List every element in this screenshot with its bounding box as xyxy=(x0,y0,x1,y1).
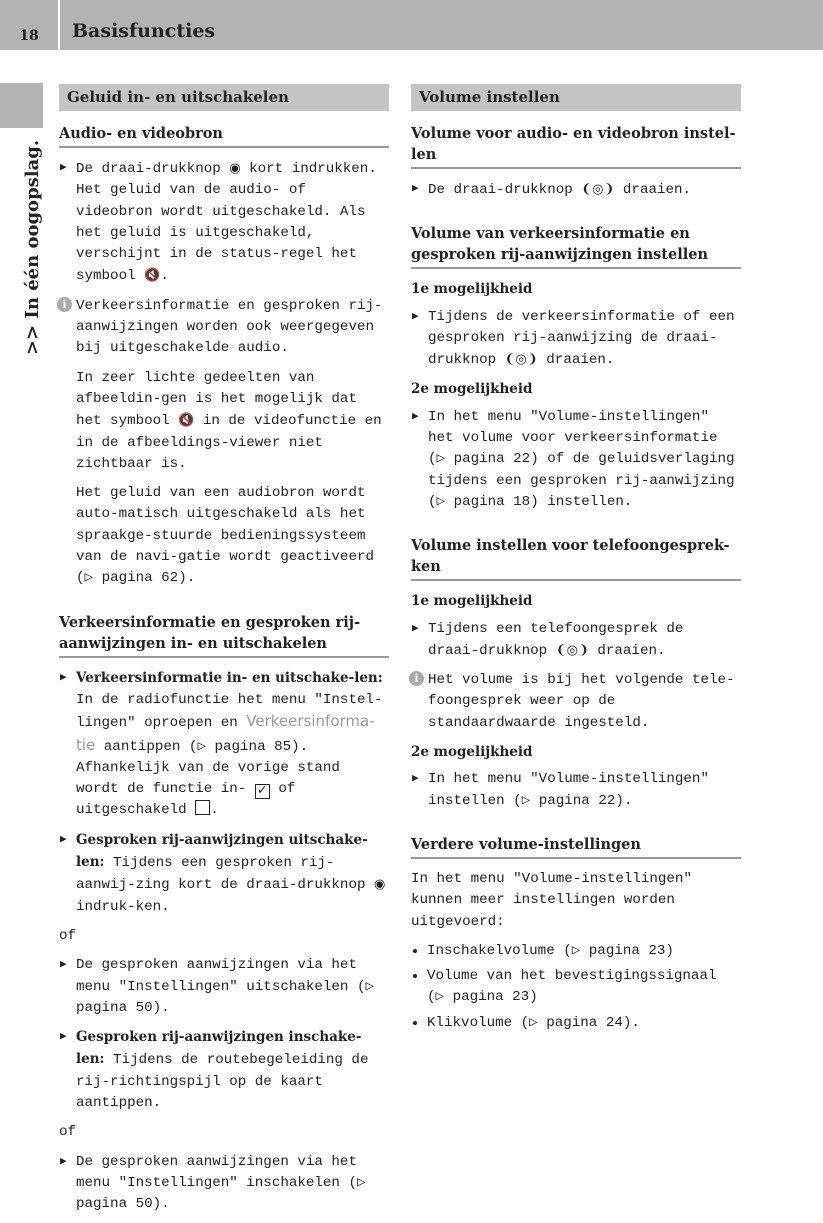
paragraph: In het menu "Volume-instellingen" kunnen meer instellingen worden uitgevoerd: xyxy=(411,870,692,930)
list-item: • Klikvolume (▷ pagina 24). xyxy=(427,1013,741,1034)
instruction: ▶ Verkeersinformatie in- en uitschake-len: In de radiofunctie het menu "Instel-lingen" oproepen en Verkeersinforma-tie aantippen (▷ pagina 85). Afhankelijk van de vorige stand wordt de functie in- ✓ of uitgeschakeld . xyxy=(60,669,383,819)
heading: Audio- en videobron xyxy=(59,123,389,148)
arrow-icon: ▶ xyxy=(412,310,419,323)
knob-rotate-icon: ❨◎❩ xyxy=(504,352,538,368)
knob-rotate-icon: ❨◎❩ xyxy=(555,642,589,658)
subheading: 1e mogelijkheid xyxy=(411,593,533,610)
info-note: Het geluid van een audiobron wordt auto-matisch uitgeschakeld als het spraakge-stuurde bedieningssysteem van de navi-gatie wordt geactiveerd (▷ pagina 62). xyxy=(76,485,374,587)
subheading: 2e mogelijkheid xyxy=(411,381,533,398)
mute-icon: 🔇 xyxy=(178,413,195,429)
checkbox-checked-icon: ✓ xyxy=(255,784,270,799)
section-title: Volume instellen xyxy=(411,84,741,111)
heading: Verkeersinformatie en gesproken rij-aanwijzingen in- en uitschakelen xyxy=(59,612,389,658)
info-note: i Het volume is bij het volgende tele-foongesprek weer op de standaardwaarde ingesteld. xyxy=(411,670,741,734)
info-note: i Verkeersinformatie en gesproken rij-aanwijzingen worden ook weergegeven bij uitgeschakelde audio. xyxy=(59,296,389,360)
arrow-icon: ▶ xyxy=(412,622,419,635)
heading: Volume instellen voor telefoongesprek-ken xyxy=(411,535,741,581)
knob-rotate-icon: ❨◎❩ xyxy=(581,182,615,197)
instruction: ▶ De gesproken aanwijzingen via het menu "Instellingen" inschakelen (▷ pagina 50). xyxy=(60,1153,366,1213)
instruction: ▶ In het menu "Volume-instellingen" het volume voor verkeersinformatie (▷ pagina 22) of de geluidsverlaging tijdens een gesproken rij-aanwijzing (▷ pagina 18) instellen. xyxy=(412,408,735,510)
heading: Volume voor audio- en videobron instel-len xyxy=(411,123,741,169)
knob-press-icon: ◉ xyxy=(229,161,241,176)
instruction: ▶ Gesproken rij-aanwijzingen inschake-len: Tijdens de routebegeleiding de rij-richtingspijl op de kaart aantippen. xyxy=(60,1029,369,1111)
subheading: 2e mogelijkheid xyxy=(411,744,533,761)
menu-item: Verkeersinforma-tie xyxy=(76,712,375,754)
subheading: 1e mogelijkheid xyxy=(411,281,533,298)
instruction: ▶ De gesproken aanwijzingen via het menu "Instellingen" uitschakelen (▷ pagina 50). xyxy=(60,957,375,1016)
page-header xyxy=(0,0,823,50)
or-text: of xyxy=(59,927,77,944)
instruction: ▶ Tijdens een telefoongesprek de draai-drukknop ❨◎❩ draaien. xyxy=(411,619,741,663)
info-note: In zeer lichte gedeelten van afbeeldin-gen is het mogelijk dat het symbool 🔇 in de videofunctie en in de afbeeldings-viewer niet zichtbaar is. xyxy=(76,369,382,472)
chapter-title: Basisfuncties xyxy=(72,20,216,42)
arrow-icon: ▶ xyxy=(412,183,419,195)
checkbox-empty-icon xyxy=(195,800,210,815)
list-item: • Volume van het bevestigingssignaal (▷ pagina 23) xyxy=(427,966,741,1009)
instruction: ▶ De draai-drukknop ❨◎❩ draaien. xyxy=(411,179,741,201)
mute-icon: 🔇 xyxy=(144,268,161,284)
right-column xyxy=(411,84,741,1038)
heading: Verdere volume-instellingen xyxy=(411,834,741,859)
instruction: ▶ In het menu "Volume-instellingen" instellen (▷ pagina 22). xyxy=(412,771,709,809)
arrow-icon: ▶ xyxy=(60,833,67,846)
instruction: ▶ Tijdens de verkeersinformatie of een gesproken rij-aanwijzing de draai-drukknop ❨◎❩ draaien. xyxy=(411,307,741,372)
arrow-icon: ▶ xyxy=(60,1031,67,1044)
left-column xyxy=(59,84,389,1223)
arrow-icon: ▶ xyxy=(60,959,67,972)
page-number: 18 xyxy=(0,0,60,50)
heading: Volume van verkeersinformatie en gesproken rij-aanwijzingen instellen xyxy=(411,223,741,269)
instruction: ▶ Gesproken rij-aanwijzingen uitschake-len: Tijdens een gesproken rij-aanwij-zing kort de draai-drukknop ◉ indruk-ken. xyxy=(60,831,386,915)
arrow-icon: ▶ xyxy=(60,162,67,174)
arrow-icon: ▶ xyxy=(412,773,419,786)
section-title: Geluid in- en uitschakelen xyxy=(59,84,389,111)
or-text: of xyxy=(59,1124,77,1141)
info-icon: i xyxy=(57,297,72,312)
info-icon: i xyxy=(409,671,424,686)
side-tab-marker xyxy=(0,83,43,128)
instruction: ▶ De draai-drukknop ◉ kort indrukken. Het geluid van de audio- of videobron wordt uitgeschakeld. Als het geluid is uitgeschakeld, verschijnt in de status-regel het symbool 🔇. xyxy=(59,158,389,288)
list-item: • Inschakelvolume (▷ pagina 23) xyxy=(427,941,741,962)
side-tab-label: >> In één oogopslag. xyxy=(22,139,43,355)
knob-press-icon: ◉ xyxy=(374,877,386,893)
settings-list xyxy=(411,941,741,1034)
arrow-icon: ▶ xyxy=(60,671,67,684)
arrow-icon: ▶ xyxy=(412,410,419,423)
arrow-icon: ▶ xyxy=(60,1155,67,1168)
